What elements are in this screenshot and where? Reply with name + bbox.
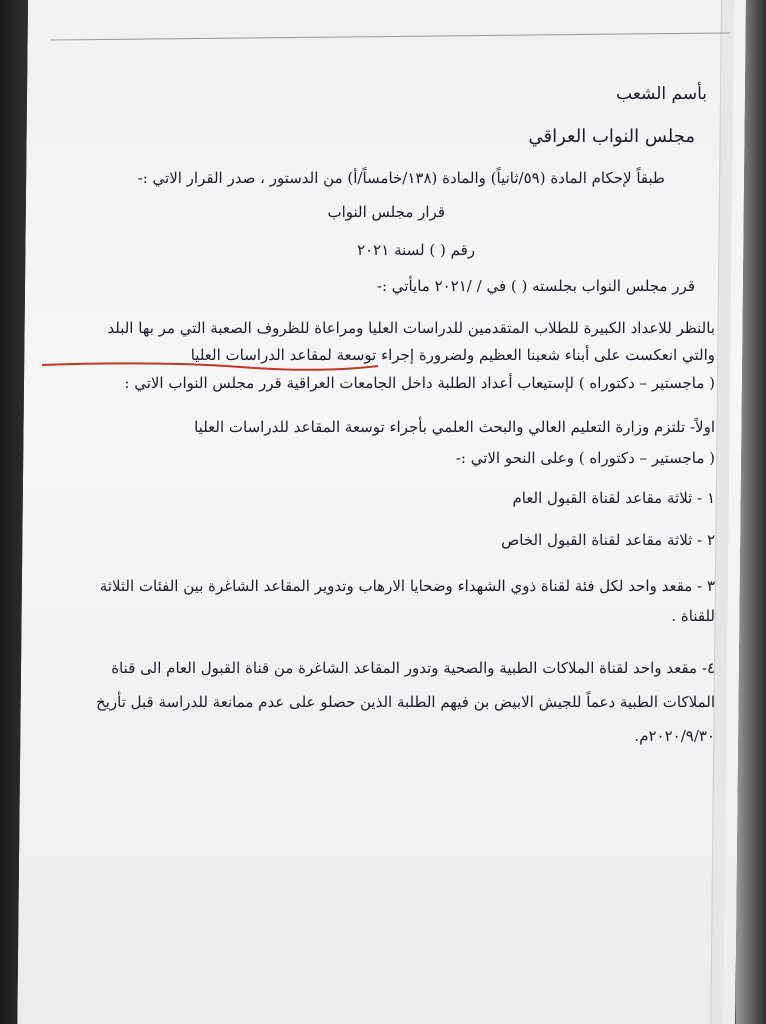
item-4-line-2: الملاكات الطبية دعماً للجيش الابيض بن فيهم الطلبة الذين حصلو على عدم ممانعة للدراسة قبل تأريخ	[96, 693, 715, 711]
intro-line-2-text: والتي انعكست على أبناء شعبنا العظيم ولضرورة إجراء توسعة لمقاعد الدراسات العليا	[190, 346, 715, 364]
item-3-line-1: ٣ - مقعد واحد لكل فئة لقناة ذوي الشهداء وضحايا الارهاب وتدوير المقاعد الشاغرة بين الفئات الثلاثة	[99, 577, 715, 595]
intro-line-2	[60, 341, 715, 369]
decision-title: قرار مجلس النواب	[327, 203, 445, 221]
opening-line: بأسم الشعب	[616, 84, 707, 104]
item-1: ١ - ثلاثة مقاعد لقناة القبول العام	[512, 489, 715, 507]
intro-line-3: ( ماجستير – دكتوراه ) لإستيعاب أعداد الطلبة داخل الجامعات العراقية قرر مجلس النواب الاتي :	[124, 374, 715, 392]
decision-number: رقم ( ) لسنة ٢٠٢١	[357, 241, 475, 259]
first-clause-line-2: ( ماجستير – دكتوراه ) وعلى النحو الاتي :-	[455, 449, 715, 467]
document-content	[60, 70, 715, 753]
item-2: ٢ - ثلاثة مقاعد لقناة القبول الخاص	[501, 531, 715, 549]
session-line: قرر مجلس النواب بجلسته ( ) في / /٢٠٢١ مايأتي :-	[376, 277, 695, 295]
item-3	[60, 571, 715, 631]
preamble: طبقاً لإحكام المادة (٥٩/ثانياً) والمادة (١٣٨/خامساً/أ) من الدستور ، صدر القرار الاتي :-	[137, 169, 665, 187]
council-title: مجلس النواب العراقي	[528, 126, 695, 147]
item-3-line-2: للقناة .	[671, 607, 715, 625]
first-clause-line-1: اولاً- تلتزم وزارة التعليم العالي والبحث العلمي بأجراء توسعة المقاعد للدراسات العليا	[194, 418, 715, 436]
item-4-line-1: ٤- مقعد واحد لقناة الملاكات الطبية والصحية وتدور المقاعد الشاغرة من قناة القبول العام الى قناة	[111, 659, 715, 677]
first-clause	[60, 411, 715, 473]
item-4	[60, 651, 715, 753]
intro-line-1: بالنظر للاعداد الكبيرة للطلاب المتقدمين للدراسات العليا ومراعاة للظروف الصعبة التي مر بها البلد	[107, 319, 715, 337]
intro-paragraph	[60, 315, 715, 397]
item-4-line-3: ٢٠٢٠/٩/٣٠م.	[634, 727, 715, 745]
